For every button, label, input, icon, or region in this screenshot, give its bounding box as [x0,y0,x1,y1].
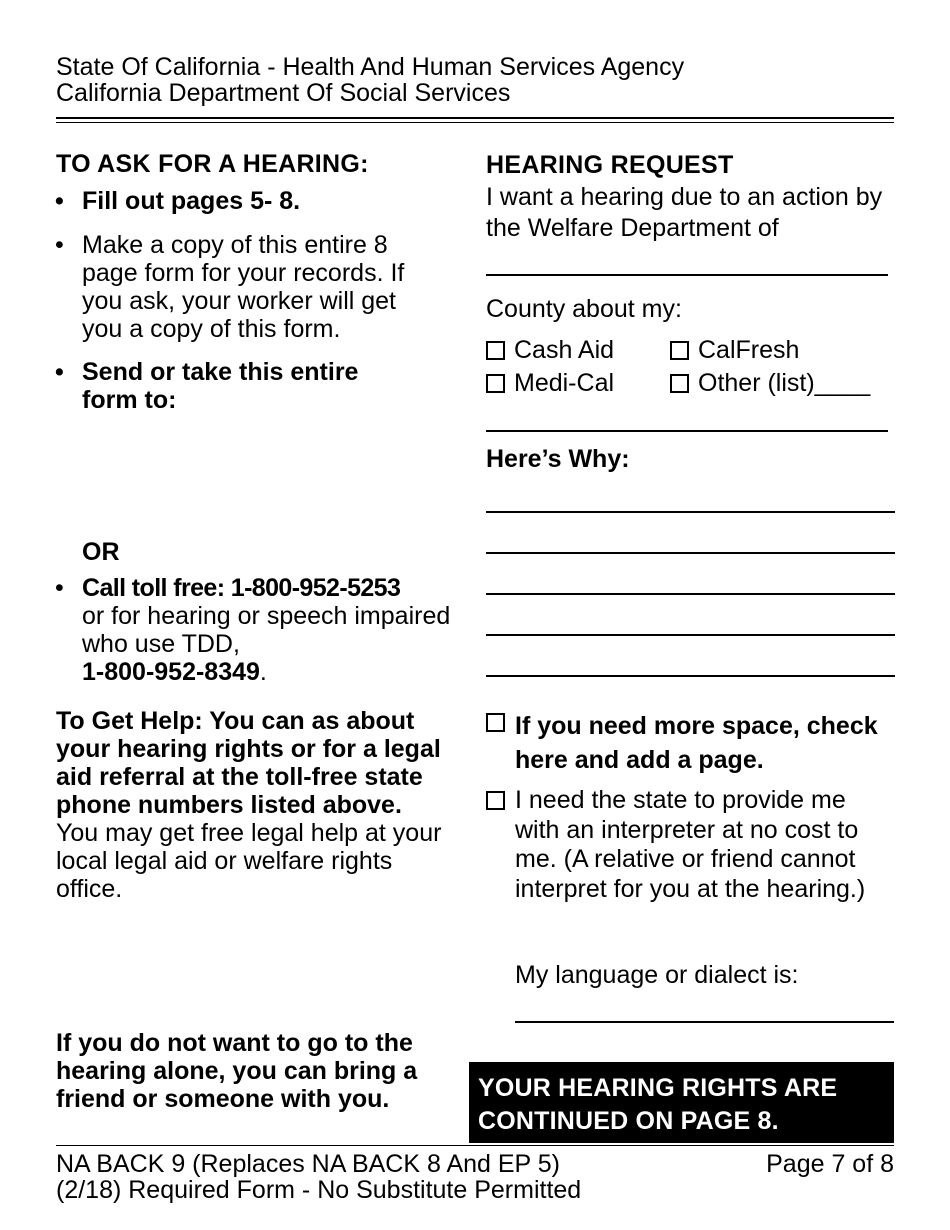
hearing-intro: I want a hearing due to an action by the Welfare Department of [486,183,883,242]
checkbox[interactable] [486,713,505,732]
required-form-note: (2/18) Required Form - No Substitute Permitted [56,1176,582,1204]
get-help-bold: To Get Help: You can as about your hearing rights or for a legal aid referral at the toll-free state phone numbers listed above. [56,707,441,819]
toll-free-number: Call toll free: 1-800-952-5253 [82,574,401,602]
bring-friend-note: If you do not want to go to the hearing alone, you can bring a friend or someone with you. [56,1029,418,1113]
county-label: County about my: [486,295,682,323]
page-number: Page 7 of 8 [766,1150,894,1178]
option-other[interactable] [670,369,870,397]
bullet: • [55,358,64,386]
interpreter-checkbox[interactable] [486,791,514,813]
bullet: • [55,574,64,602]
calfresh-checkbox[interactable] [670,341,689,360]
other-blank[interactable] [486,430,888,432]
language-label: My language or dialect is: [515,961,799,989]
heres-why-label: Here’s Why: [486,445,630,473]
instruction-copy [55,231,442,343]
cash-aid-label: Cash Aid [514,336,615,364]
instruction-fill-out [55,187,442,215]
header-rule-bottom [56,122,894,123]
tdd-number: 1-800-952-8349 [82,658,260,686]
checkbox[interactable] [486,791,505,810]
reason-line-3[interactable] [486,593,895,595]
option-medi-cal[interactable] [486,369,614,397]
or-label: OR [82,538,120,566]
hearing-request-heading: HEARING REQUEST [486,151,734,179]
department-name: California Department Of Social Services [56,79,511,107]
instruction-text: Send or take this entire form to: [82,358,359,414]
form-id: NA BACK 9 (Replaces NA BACK 8 And EP 5) [56,1150,560,1178]
footer-rule [56,1145,894,1146]
reason-line-2[interactable] [486,552,895,554]
ask-hearing-heading: TO ASK FOR A HEARING: [56,150,369,178]
medi-cal-checkbox[interactable] [486,374,505,393]
more-space-checkbox[interactable] [486,713,514,735]
cash-aid-checkbox[interactable] [486,341,505,360]
get-help-paragraph [56,707,448,903]
reason-line-1[interactable] [486,511,895,513]
other-label: Other (list)____ [698,369,871,397]
instruction-text: Make a copy of this entire 8 page form for your records. If you ask, your worker will get you a copy of this form. [82,231,405,343]
bullet: • [55,231,64,259]
more-space-label: If you need more space, check here and add a page. [515,712,878,774]
tdd-text: or for hearing or speech impaired who use TDD, [82,602,451,658]
language-blank[interactable] [515,1021,894,1023]
instruction-send [55,358,412,414]
instruction-call [55,574,452,686]
calfresh-label: CalFresh [698,336,800,364]
agency-name: State Of California - Health And Human Services Agency [56,53,685,81]
header-rule-top [56,117,894,119]
period: . [259,658,267,686]
get-help-text: You may get free legal help at your local legal aid or welfare rights office. [56,819,442,903]
reason-line-5[interactable] [486,675,895,677]
option-calfresh[interactable] [670,336,799,364]
reason-line-4[interactable] [486,634,895,636]
department-blank[interactable] [486,274,888,276]
rights-continued-box: YOUR HEARING RIGHTS ARE CONTINUED ON PAGE 8. [469,1062,894,1143]
option-cash-aid[interactable] [486,336,614,364]
other-checkbox[interactable] [670,374,689,393]
bullet: • [55,187,64,215]
interpreter-label: I need the state to provide me with an interpreter at no cost to me. (A relative or friend cannot interpret for you at the hearing.) [515,786,866,903]
instruction-text: Fill out pages 5- 8. [82,187,301,215]
medi-cal-label: Medi-Cal [514,369,615,397]
